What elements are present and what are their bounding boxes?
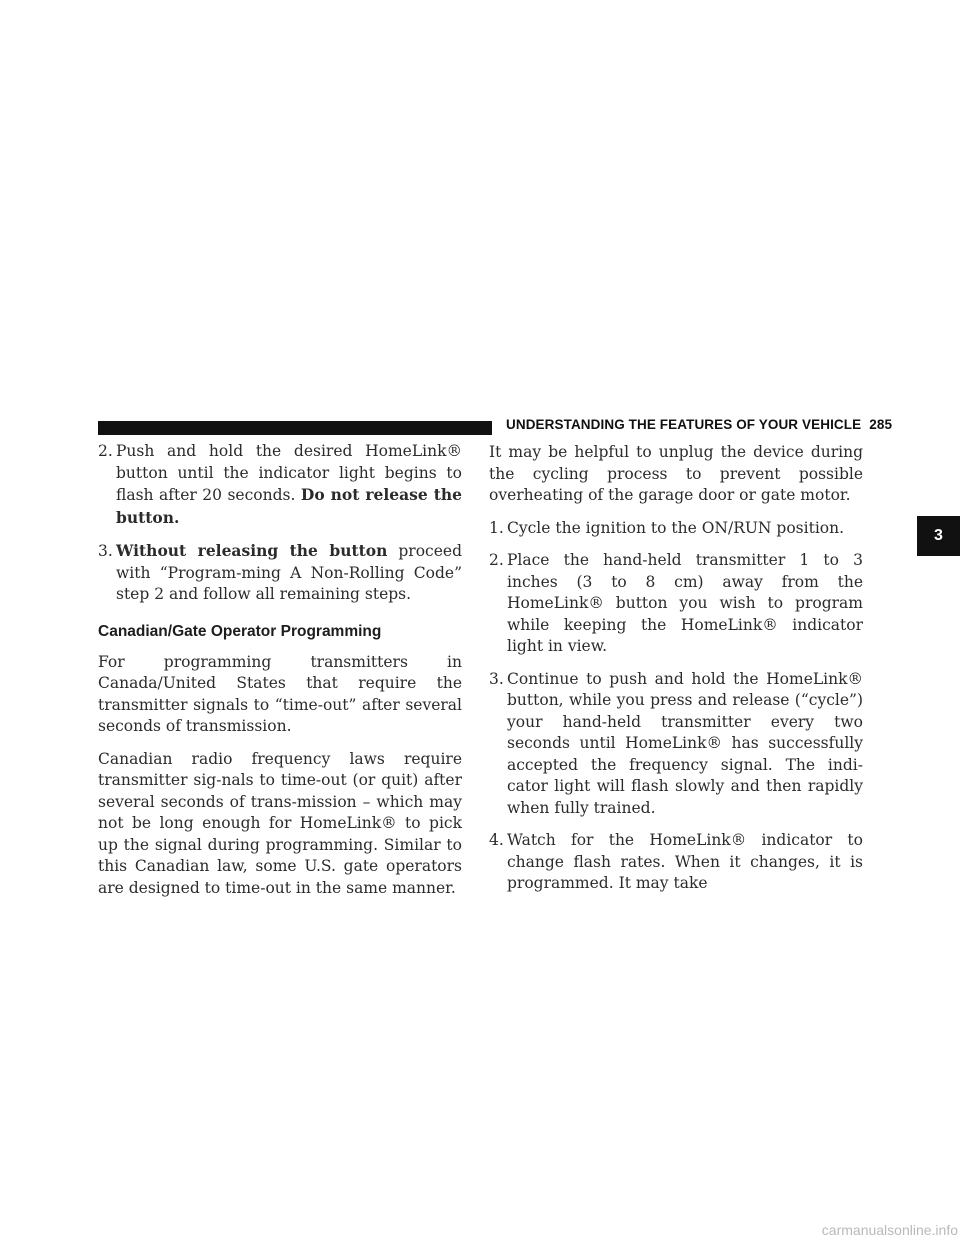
item-text: Push and hold the desired HomeLink® button until the indicator light begins to flash after 20 seconds. bbox=[116, 442, 462, 504]
list-item bbox=[98, 540, 462, 606]
paragraph: For programming transmitters in Canada/United States that require the transmitter signals to “time-out” after several seconds of transmission. bbox=[98, 652, 462, 735]
item-number: 2. bbox=[489, 551, 504, 569]
item-text: Continue to push and hold the HomeLink® button, while you press and release (“cycle”) your hand-held transmitter every two seconds until HomeLink® has successfully accepted the frequency signal. The indi-cator light will flash slowly and then rapidly when fully trained. bbox=[507, 669, 863, 817]
header-rule bbox=[98, 421, 492, 435]
left-column bbox=[98, 441, 462, 910]
page-number: 285 bbox=[869, 417, 893, 432]
item-number: 3. bbox=[98, 542, 113, 560]
paragraph: Canadian radio frequency laws require transmitter sig-nals to time-out (or quit) after several seconds of trans-mission – which may not be long enough for HomeLink® to pick up the signal during programming. Similar to this Canadian law, some U.S. gate operators are designed to time-out in the same manner. bbox=[98, 749, 462, 897]
item-bold-text: Do not release the button. bbox=[116, 485, 462, 527]
list-item bbox=[98, 441, 462, 529]
running-header bbox=[506, 417, 893, 432]
right-column bbox=[489, 442, 863, 906]
paragraph: It may be helpful to unplug the device during the cycling process to prevent possible overheating of the garage door or gate motor. bbox=[489, 443, 863, 504]
item-text: Watch for the HomeLink® indicator to change flash rates. When it changes, it is programmed. It may take bbox=[507, 831, 863, 892]
list-item bbox=[489, 518, 863, 540]
item-number: 1. bbox=[489, 518, 504, 537]
item-text: Place the hand-held transmitter 1 to 3 inches (3 to 8 cm) away from the HomeLink® button you wish to program while keeping the HomeLink® indicator light in view. bbox=[507, 551, 863, 655]
watermark-text: carmanualsonline.info bbox=[821, 1222, 958, 1238]
section-heading: Canadian/Gate Operator Programming bbox=[98, 622, 382, 640]
chapter-tab: 3 bbox=[917, 516, 960, 556]
item-number: 2. bbox=[98, 442, 113, 460]
item-text: proceed with “Program-ming A Non-Rolling Code” step 2 and follow all remaining steps. bbox=[116, 542, 462, 603]
item-number: 4. bbox=[489, 831, 504, 849]
list-item bbox=[489, 669, 863, 820]
item-text: Cycle the ignition to the ON/RUN position. bbox=[507, 518, 845, 537]
list-item bbox=[489, 550, 863, 658]
item-number: 3. bbox=[489, 669, 504, 688]
item-bold-text: Without releasing the button bbox=[116, 541, 388, 560]
list-item bbox=[489, 830, 863, 895]
section-title: UNDERSTANDING THE FEATURES OF YOUR VEHICLE bbox=[506, 417, 862, 432]
